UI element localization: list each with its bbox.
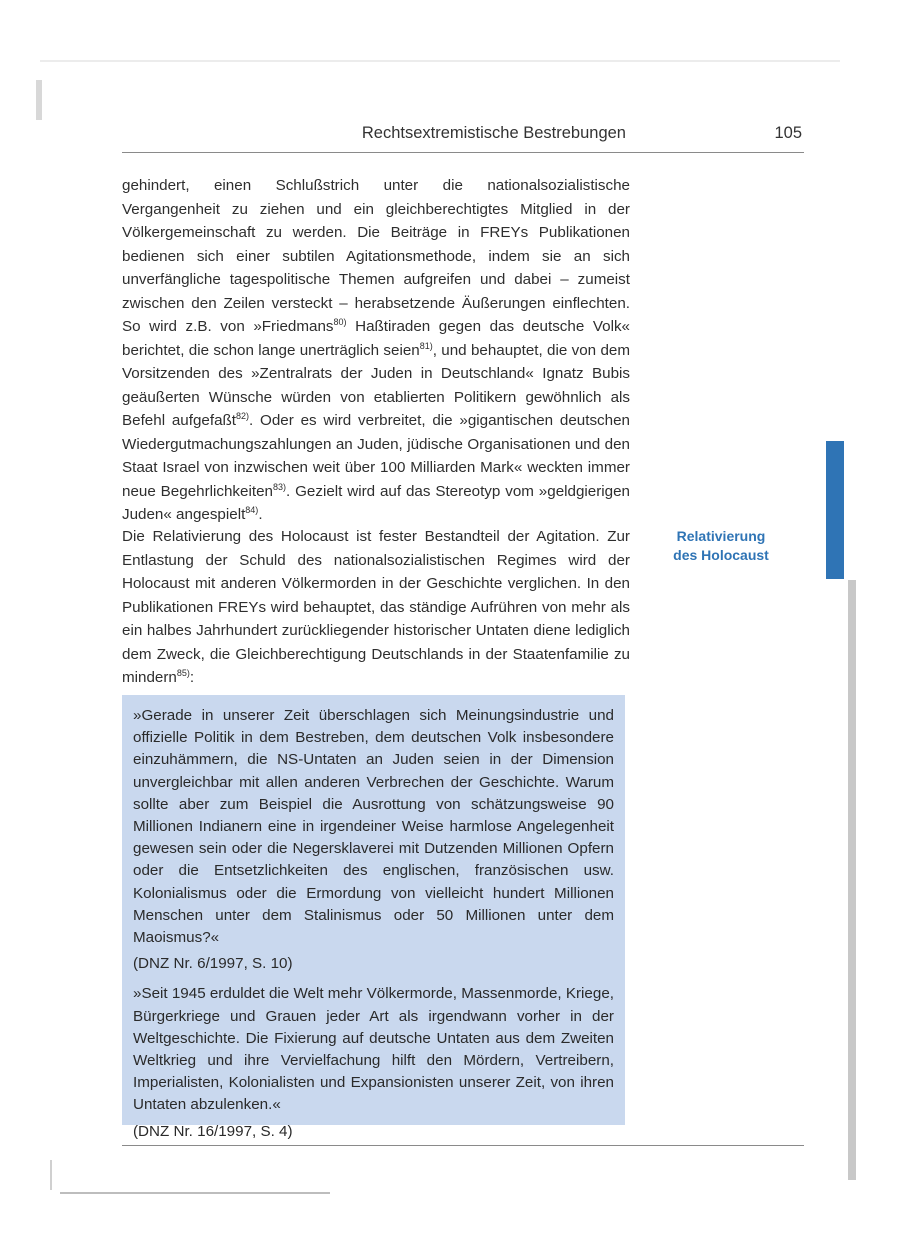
margin-note-line-2: des Holocaust (673, 547, 769, 563)
scan-edge-bottomline (50, 1160, 52, 1190)
footnote-ref-81: 81) (419, 340, 433, 351)
scan-edge-bottom (60, 1192, 330, 1194)
bottom-rule (122, 1145, 804, 1146)
para-1-text-3: , und behauptet, die von dem Vorsitzenden des »Zentralrats der Juden in Deutschland« Ignatz Bubis geäußerten Wünsche würden von etablierten Politikern gewöhnlich als Befehl aufgefaßt (122, 341, 630, 429)
para-1-text-4: . Oder es wird verbreitet, die »gigantischen deutschen Wiedergutmachungszahlungen an Juden, jüdische Organisationen und den Staat Israel von inzwischen weit über 100 Milliarden Mark« weckten immer neue Begehrlichkeiten (122, 412, 630, 500)
footnote-ref-83: 83) (272, 481, 286, 492)
para-1-text-1: gehindert, einen Schlußstrich unter die nationalsozialistische Vergangenheit zu ziehen und ein gleichberechtigtes Mitglied in der Völkergemeinschaft zu werden. Die Beiträge in FREYs Publikationen bedienen sich einer subtilen Agitationsmethode, indem sie an sich unverfängliche tagespolitische Themen aufgreifen und dabei – zumeist zwischen den Zeilen versteckt – herabsetzende Äußerungen einflechten. So wird z.B. von »Friedmans (122, 177, 630, 335)
margin-note (656, 527, 786, 565)
margin-note-line-1: Relativierung (676, 528, 766, 544)
footnote-ref-80: 80) (333, 316, 347, 327)
running-title: Rechtsextremistische Bestrebungen (361, 124, 626, 142)
scan-edge-left (36, 80, 42, 120)
quote-2-text: »Seit 1945 erduldet die Welt mehr Völkermorde, Massenmorde, Kriege, Bürgerkriege und Grauen jeder Art als irgendwann vorher in der Weltgeschichte. Die Fixierung auf deutsche Untaten aus dem Zweiten Weltkrieg und ihre Vervielfachung hilft den Mördern, Vertreibern, Imperialisten, Kolonialisten und Expansionisten unserer Zeit, von ihren Untaten abzulenken.« (133, 985, 614, 1114)
body-paragraph-2 (122, 525, 630, 690)
quote-box (122, 695, 625, 1140)
running-header (122, 122, 804, 153)
footnote-ref-82: 82) (236, 410, 250, 421)
scan-edge-top (40, 60, 840, 62)
para-1-text-2: Haßtiraden gegen das deutsche Volk« berichtet, die schon lange unerträglich seien (122, 318, 630, 359)
para-2-text-2: : (189, 669, 195, 686)
para-1-text-6: . (258, 506, 263, 523)
body-paragraph-1 (122, 174, 630, 527)
quote-1-text: »Gerade in unserer Zeit überschlagen sich Meinungsindustrie und offizielle Politik in dem Bestreben, dem deutschen Volk insbesondere einzuhämmern, die NS-Untaten an Juden seien in der Dimension unvergleichbar mit allen anderen Verbrechen der Geschichte. Warum sollte aber zum Beispiel die Ausrottung von schätzungsweise 90 Millionen Indianern eine in irgendeiner Weise harmlose Angelegenheit gewesen sein oder die Negersklaverei mit Dutzenden Millionen Opfern oder die Entsetzlichkeiten des englischen, französischen usw. Kolonialismus oder die Ermordung von vielleicht hundert Millionen Menschen unter dem Stalinismus oder 50 Millionen unter dem Maoismus?« (133, 707, 614, 947)
footnote-ref-85: 85) (176, 667, 190, 678)
quote-2-source: (DNZ Nr. 16/1997, S. 4) (133, 1122, 293, 1140)
quote-1-source: (DNZ Nr. 6/1997, S. 10) (133, 955, 293, 973)
margin-accent-bar (826, 441, 844, 579)
page-number: 105 (774, 124, 802, 142)
para-1-text-5: . Gezielt wird auf das Stereotyp vom »geldgierigen Juden« angespielt (122, 482, 631, 523)
scan-edge-right (848, 580, 856, 1180)
para-2-text-1: Die Relativierung des Holocaust ist fester Bestandteil der Agitation. Zur Entlastung der Schuld des nationalsozialistischen Regimes wird der Holocaust mit anderen Völkermorden in der Geschichte verglichen. In den Publikationen FREYs wird behauptet, das ständige Aufrühren von mehr als ein halbes Jahrhundert zurückliegender historischer Untaten diene lediglich dem Zweck, die Gleichberechtigung Deutschlands in der Staatenfamilie zu mindern (122, 528, 630, 686)
footnote-ref-84: 84) (245, 504, 259, 515)
